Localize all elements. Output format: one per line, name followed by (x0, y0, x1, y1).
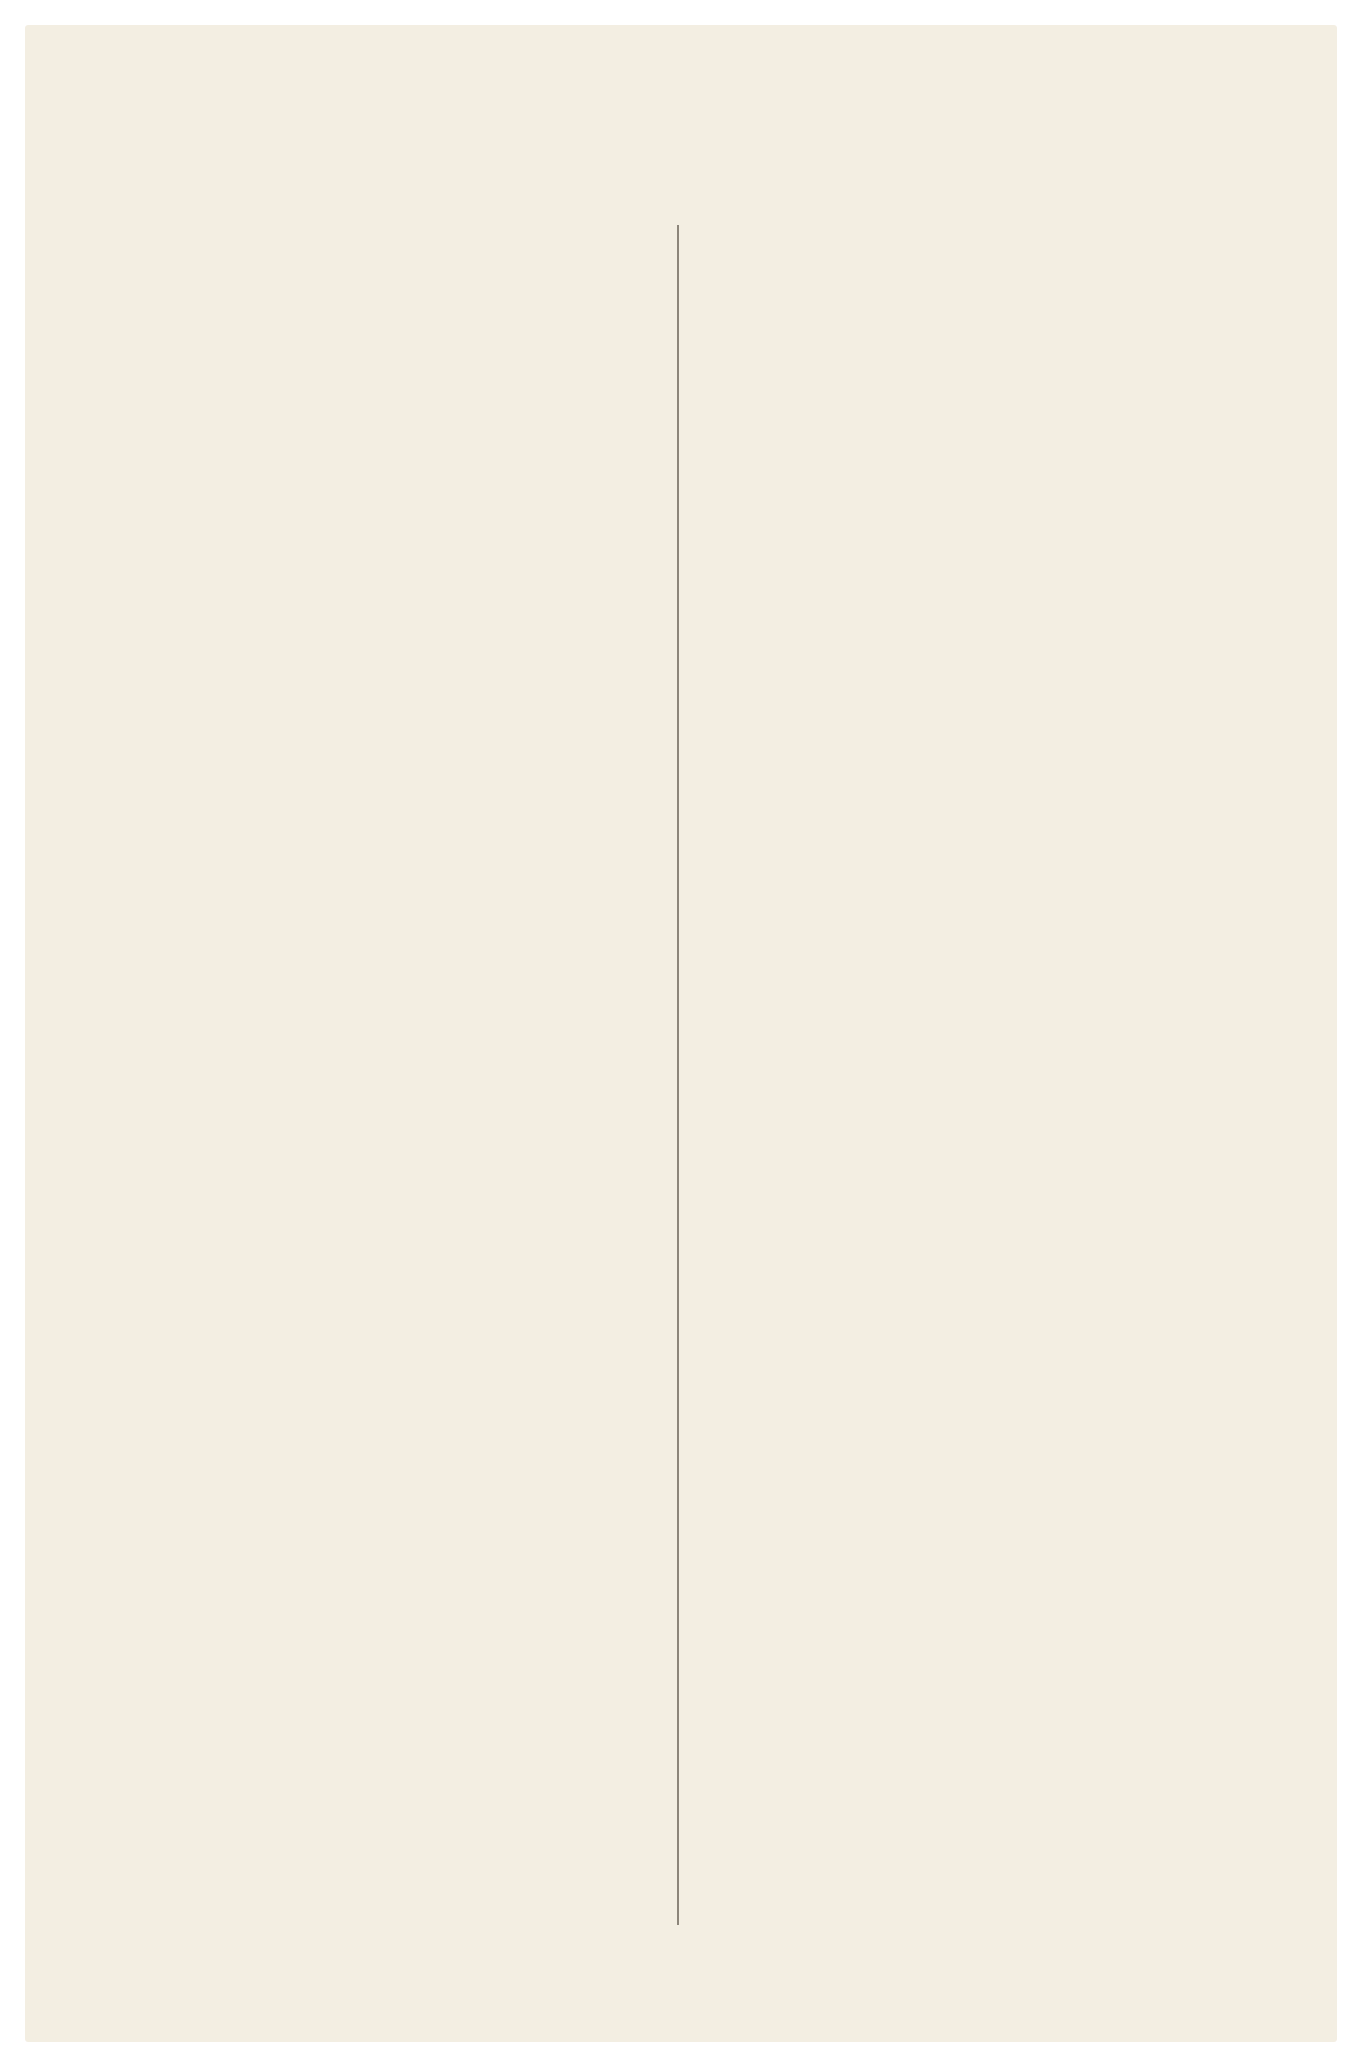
page (25, 25, 1337, 2042)
column-divider (677, 225, 679, 1925)
